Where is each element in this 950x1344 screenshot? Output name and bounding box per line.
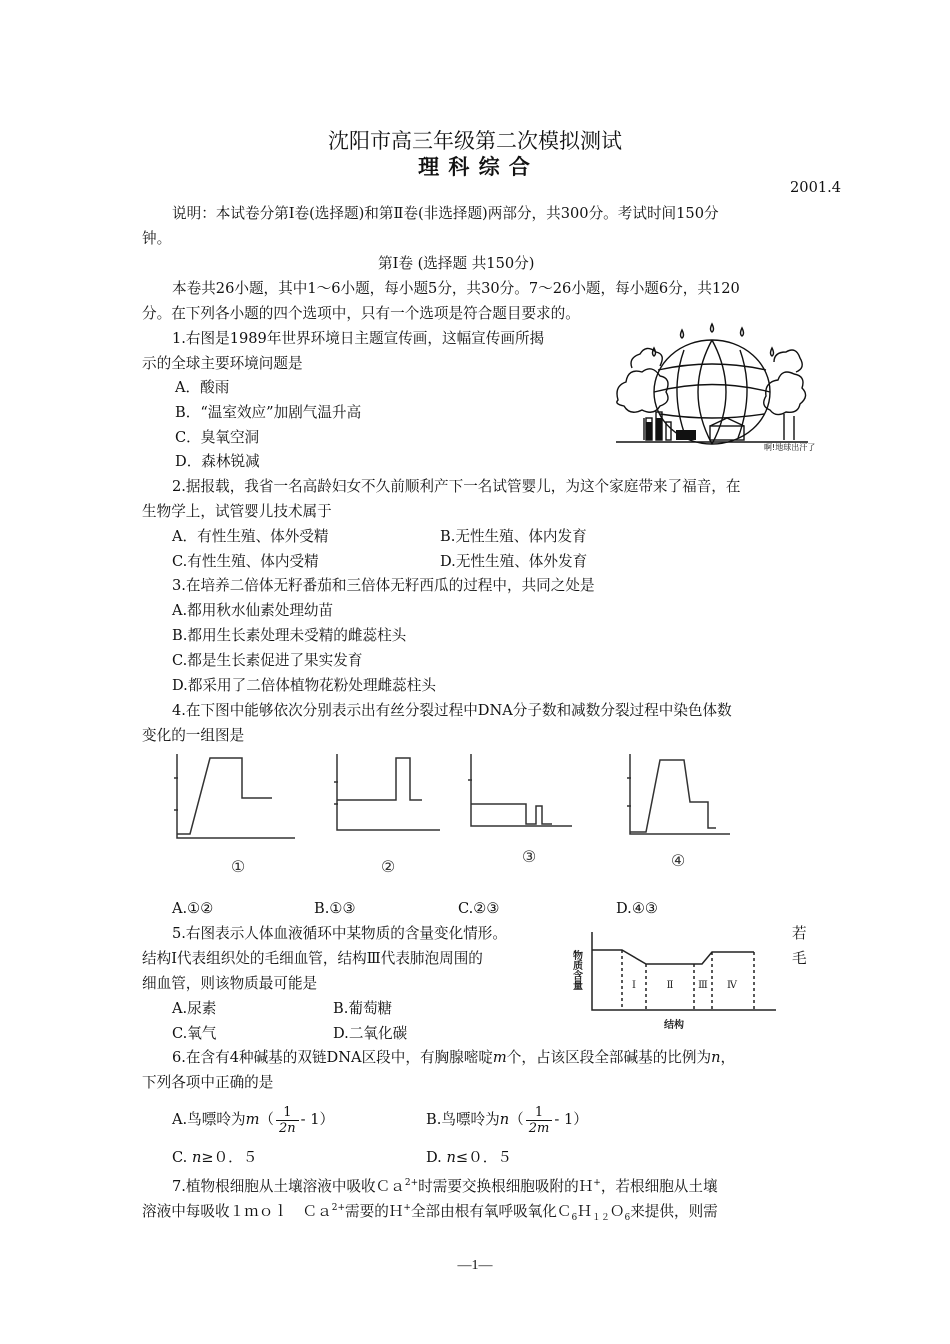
q4-graphs [160, 748, 810, 878]
q6-a-den: 2n [279, 1120, 296, 1136]
q7-l2-a: 溶液中每吸收１ｍｏｌ Ｃａ [142, 1202, 332, 1220]
q6-c-suffix: ≥０．５ [201, 1149, 258, 1166]
q5-region-4: Ⅳ [727, 980, 737, 991]
q6-b-paren: （ [509, 1111, 524, 1128]
q6-option-d [426, 1148, 512, 1168]
exam-date: 2001.4 [790, 179, 842, 196]
q4-option-b: B.①③ [314, 900, 356, 917]
q6-a-num: 1 [276, 1105, 299, 1121]
q6-c-var: n [191, 1149, 202, 1166]
q5-option-d: D.二氧化碳 [333, 1025, 408, 1042]
q2-stem-1: 2.据报载，我省一名高龄妇女不久前顺利产下一名试管婴儿，为这个家庭带来了福音，在 [172, 478, 741, 495]
q5-stem-1-end: 若 [792, 925, 807, 942]
graph-3 [468, 754, 572, 826]
q6-option-c [172, 1148, 257, 1168]
q6-c-prefix: C. [172, 1149, 192, 1166]
poster-caption: 啊!地球出汗了 [764, 443, 816, 452]
q7-l1-c: ，若根细胞从土壤 [600, 1177, 718, 1195]
q7-l1-sup1: 2+ [404, 1178, 419, 1188]
q6-stem-1-b: 个，占该区段全部碱基的比例为 [506, 1049, 712, 1066]
q6-option-a [172, 1104, 334, 1136]
q5-region-3: Ⅲ [698, 980, 708, 991]
q6-stem-1 [172, 1048, 735, 1068]
q6-var-n: n [711, 1049, 721, 1066]
q7-l2-b: 需要的Ｈ [345, 1202, 404, 1220]
q7-l1-sup2: + [593, 1178, 601, 1188]
q6-a-prefix: A.鸟嘌呤为 [172, 1111, 246, 1128]
q3-option-b: B.都用生长素处理未受精的雌蕊柱头 [172, 627, 407, 644]
q3-option-c: C.都是生长素促进了果实发育 [172, 652, 363, 669]
q4-option-a: A.①② [172, 900, 214, 917]
q6-d-prefix: D. [426, 1149, 447, 1166]
globe-sweating-illustration [614, 322, 816, 452]
q6-d-suffix: ≤０．５ [455, 1149, 512, 1166]
exam-title: 沈阳市高三年级第二次模拟测试 [328, 129, 622, 153]
graph-3-label: ③ [521, 847, 537, 866]
q1-option-c: C．臭氧空洞 [175, 429, 260, 446]
q6-b-var: n [499, 1111, 510, 1128]
exam-subtitle: 理 科 综 合 [418, 155, 532, 179]
q6-var-m: m [492, 1049, 507, 1066]
q5-stem-3: 细血管，则该物质最可能是 [142, 975, 318, 992]
q7-l2-sub1: 6 [571, 1212, 578, 1223]
q6-a-var: m [245, 1111, 260, 1128]
q6-stem-1-c: ， [720, 1049, 736, 1066]
q5-chart [570, 928, 782, 1032]
q6-a-suffix: - 1） [300, 1111, 335, 1128]
q3-option-d: D.都采用了二倍体植物花粉处理雌蕊柱头 [172, 677, 436, 694]
intro-line-2: 钟。 [142, 230, 172, 247]
q7-l2-sub3: 6 [624, 1212, 631, 1223]
q5-region-1: Ⅰ [632, 980, 636, 991]
q6-b-prefix: B.鸟嘌呤为 [426, 1111, 500, 1128]
q1-stem-1: 1.右图是1989年世界环境日主题宣传画，这幅宣传画所揭 [172, 330, 545, 347]
q2-option-a: A．有性生殖、体外受精 [172, 528, 329, 545]
intro-line-1: 说明：本试卷分第Ⅰ卷(选择题)和第Ⅱ卷(非选择题)两部分，共300分。考试时间150分 [172, 205, 719, 222]
q4-option-d: D.④③ [616, 900, 658, 917]
graph-2 [334, 754, 440, 830]
q7-line-1 [172, 1173, 718, 1197]
q6-b-fraction [526, 1105, 553, 1136]
section-desc-1: 本卷共26小题，其中1～6小题，每小题5分，共30分。7～26小题，每小题6分，共120 [172, 280, 740, 297]
graph-4-label: ④ [670, 851, 686, 870]
q5-ylabel: 物质含量 [570, 950, 582, 990]
q7-l2-e: Ｏ [609, 1202, 625, 1220]
q7-l2-sup1: 2+ [331, 1203, 346, 1213]
q6-option-b [426, 1104, 588, 1136]
q3-stem: 3.在培养二倍体无籽番茄和三倍体无籽西瓜的过程中，共同之处是 [172, 577, 595, 594]
q2-option-c: C.有性生殖、体内受精 [172, 553, 319, 570]
q5-option-b: B.葡萄糖 [333, 1000, 393, 1017]
q3-option-a: A.都用秋水仙素处理幼苗 [172, 602, 334, 619]
q6-a-paren: （ [259, 1111, 275, 1128]
q7-l2-c: 全部由根有氧呼吸氧化Ｃ [410, 1202, 572, 1220]
q1-stem-2: 示的全球主要环境问题是 [142, 355, 303, 372]
q1-option-a: A．酸雨 [175, 379, 230, 396]
q7-l2-f: 来提供，则需 [630, 1202, 718, 1220]
q7-l2-d: Ｈ [577, 1202, 592, 1220]
q6-d-var: n [446, 1149, 456, 1166]
q7-l2-sup2: + [403, 1203, 411, 1213]
q6-stem-2: 下列各项中正确的是 [142, 1074, 274, 1091]
q1-option-d: D．森林锐减 [175, 453, 260, 470]
q2-stem-2: 生物学上，试管婴儿技术属于 [142, 503, 332, 520]
q1-option-b: B．“温室效应”加剧气温升高 [175, 404, 362, 421]
q5-stem-2: 结构Ⅰ代表组织处的毛细血管，结构Ⅲ代表肺泡周围的 [142, 950, 483, 967]
q5-stem-1: 5.右图表示人体血液循环中某物质的含量变化情形。 [172, 925, 507, 942]
q1-poster-figure [614, 322, 816, 452]
q7-l1-a: 7.植物根细胞从土壤溶液中吸收Ｃａ [172, 1177, 405, 1195]
graph-4 [627, 754, 730, 834]
q5-option-c: C.氧气 [172, 1025, 217, 1042]
q5-option-a: A.尿素 [172, 1000, 217, 1017]
q4-option-c: C.②③ [458, 900, 500, 917]
q4-stem-1: 4.在下图中能够依次分别表示出有丝分裂过程中DNA分子数和减数分裂过程中染色体数 [172, 702, 732, 719]
q7-l1-b: 时需要交换根细胞吸附的Ｈ [418, 1177, 594, 1195]
graph-1-label: ① [230, 857, 246, 876]
page-number: —1— [457, 1258, 493, 1273]
q6-b-num: 1 [526, 1105, 553, 1121]
q6-a-fraction [276, 1105, 299, 1136]
graph-1 [174, 754, 295, 838]
q2-option-d: D.无性生殖、体外发育 [440, 553, 588, 570]
q5-xlabel: 结构 [664, 1020, 684, 1031]
q4-stem-2: 变化的一组图是 [142, 727, 245, 744]
q6-stem-1-a: 6.在含有4种碱基的双链DNA区段中，有胸腺嘧啶 [172, 1049, 493, 1066]
q7-l2-sub2: １２ [591, 1212, 610, 1223]
q2-option-b: B.无性生殖、体内发育 [440, 528, 587, 545]
q5-region-2: Ⅱ [666, 980, 674, 991]
q7-line-2 [142, 1198, 718, 1228]
q6-b-suffix: - 1） [554, 1111, 588, 1128]
q6-b-den: 2m [528, 1120, 550, 1136]
graph-2-label: ② [380, 857, 396, 876]
q5-stem-2-end: 毛 [792, 950, 807, 967]
section-desc-2: 分。在下列各小题的四个选项中，只有一个选项是符合题目要求的。 [142, 305, 580, 322]
section-title: 第Ⅰ卷 (选择题 共150分) [378, 255, 535, 272]
